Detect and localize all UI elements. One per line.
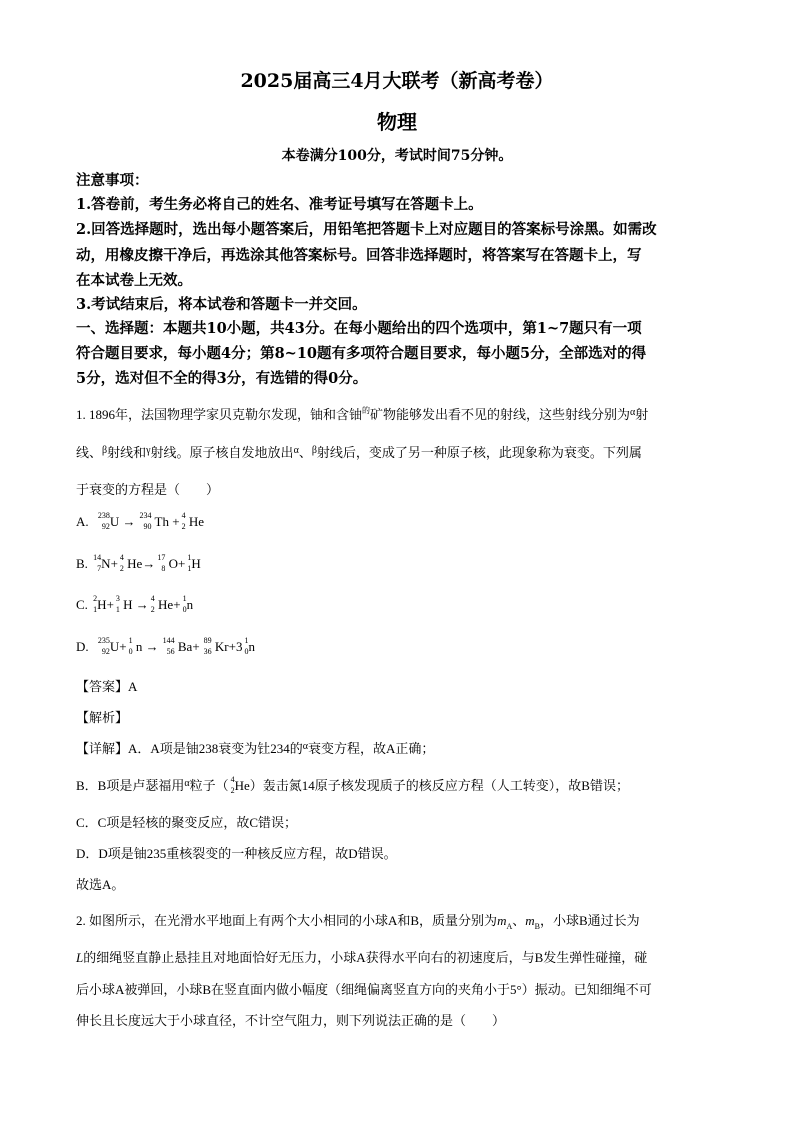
nuclide	[114, 594, 120, 615]
q1-conclusion: 故选A。	[76, 877, 125, 892]
nuclide	[242, 636, 249, 657]
exam-info: 本卷满分100分，考试时间75分钟。	[281, 148, 513, 164]
atomic-number: 1	[115, 605, 120, 615]
detail-b-text: B．B项是卢瑟福用	[76, 778, 185, 793]
notes-item-1: 1.答卷前，考生务必将自己的姓名、准考证号填写在答题卡上。	[76, 196, 483, 213]
alpha-symbol-2: α	[293, 445, 299, 456]
gamma-symbol: γ	[146, 445, 151, 456]
nuclide	[155, 553, 166, 574]
detail-a-text-2: 衰变方程，故A正确；	[308, 741, 435, 756]
mass-number: 4	[119, 553, 124, 563]
nuclide	[185, 553, 192, 574]
plus-sign: +	[110, 556, 118, 571]
q1-answer: 【答案】A	[76, 679, 138, 694]
subject-title: 物理	[377, 110, 417, 134]
nuclide	[149, 594, 155, 615]
option-b	[76, 553, 201, 574]
plus-sign: +	[106, 597, 114, 612]
mass-number: 4	[230, 775, 235, 785]
q2-line-4: 伸长且长度远大于小球直径，不计空气阻力，则下列说法正确的是（ ）	[76, 1013, 506, 1028]
mass-number: 3	[115, 594, 120, 604]
nuclide	[92, 511, 110, 532]
q1-text-l2b: 射线和	[107, 445, 147, 460]
notes-item-2-line-2: 动，用橡皮擦干净后，再选涂其他答案标号。回答非选择题时，将答案写在答题卡上，写	[76, 247, 642, 264]
nuclide	[118, 553, 124, 574]
nuclide	[136, 511, 152, 532]
plus-sign: +	[192, 639, 200, 654]
q2-text-b: ，小球B通过长为	[539, 913, 640, 928]
q1-text-b: 矿物能够发出看不见的射线，这些射线分别为	[370, 407, 631, 422]
atomic-number: 2	[181, 522, 186, 532]
notes-item-2-line-3: 在本试卷上无效。	[76, 272, 192, 289]
element-symbol: He	[158, 597, 174, 612]
atomic-number: 92	[101, 522, 110, 532]
q1-detail-b	[76, 775, 629, 794]
nuclide	[91, 553, 102, 574]
option-d-label: D.	[76, 639, 89, 654]
q1-line-2	[76, 442, 642, 461]
reaction-arrow: →	[145, 639, 159, 654]
mass-number: 1	[187, 553, 192, 563]
q1-line-1	[76, 404, 648, 423]
atomic-number: 1	[187, 564, 192, 574]
q1-line-3: 于衰变的方程是（ ）	[76, 482, 220, 497]
atomic-number: 0	[244, 647, 249, 657]
element-symbol: O	[168, 556, 178, 571]
mass-number: 2	[93, 594, 98, 604]
alpha-symbol-4: α	[184, 778, 190, 789]
q1-text-a: 1. 1896年，法国物理学家贝克勒尔发现，铀和含铀	[76, 407, 363, 422]
element-symbol: H	[97, 597, 107, 612]
mass-b-subscript: B	[534, 922, 540, 931]
atomic-number: 92	[101, 647, 110, 657]
separator: 、	[512, 913, 526, 928]
mass-number: 1	[128, 636, 133, 646]
element-symbol: n	[248, 639, 255, 654]
nuclide	[180, 511, 186, 532]
mass-number: 144	[162, 636, 175, 646]
element-symbol: He	[127, 556, 143, 571]
notes-heading: 注意事项：	[76, 172, 149, 189]
notes-item-3: 3.考试结束后，将本试卷和答题卡一并交回。	[76, 296, 367, 313]
plus-sign: +	[119, 639, 127, 654]
alpha-symbol-3: α	[302, 741, 309, 752]
alpha-symbol: α	[630, 407, 636, 418]
atomic-number: 36	[203, 647, 212, 657]
nuclide	[159, 636, 175, 657]
section-1-line-2: 符合题目要求，每小题4分；第8~10题有多项符合题目要求，每小题5分，全部选对的得	[76, 345, 647, 362]
reaction-arrow: →	[135, 597, 149, 612]
section-1-line-3: 5分，选对但不全的得3分，有选错的得0分。	[76, 370, 368, 387]
beta-symbol-2: β	[311, 445, 317, 456]
detail-b-text-3: ）轰击氮14原子核发现质子的核反应方程（人工转变），故B错误；	[249, 778, 629, 793]
nuclide	[229, 775, 235, 796]
plus-sign: +	[172, 514, 180, 529]
element-symbol: n	[135, 639, 143, 654]
nuclide	[91, 594, 98, 615]
mass-number: 89	[203, 636, 212, 646]
q2-line-3: 后小球A被弹回，小球B在竖直面内做小幅度（细绳偏离竖直方向的夹角小于5°）振动。已知细绳不可	[76, 982, 652, 997]
plus-sign: +	[173, 597, 181, 612]
mass-number: 238	[97, 511, 110, 521]
mass-a-symbol: m	[497, 913, 507, 928]
element-symbol: U	[109, 639, 120, 654]
element-symbol: N	[101, 556, 111, 571]
option-a-label: A.	[76, 514, 89, 529]
mass-number: 14	[93, 553, 102, 563]
q1-text-l2c: 射线。原子核自发地放出	[150, 445, 294, 460]
q2-text-a: 2. 如图所示，在光滑水平地面上有两个大小相同的小球A和B，质量分别为	[76, 913, 498, 928]
mass-number: 235	[97, 636, 110, 646]
element-symbol: n	[186, 597, 194, 612]
mass-number: 234	[139, 511, 152, 521]
atomic-number: 56	[166, 647, 175, 657]
mass-number: 4	[181, 511, 186, 521]
q1-detail-a	[76, 738, 434, 757]
q1-text-c: 射	[635, 407, 649, 422]
plus-sign: +3	[228, 639, 243, 654]
nuclide	[181, 594, 187, 615]
option-d	[76, 636, 255, 657]
element-symbol: Ba	[177, 639, 193, 654]
detail-b-text-2: 粒子（	[189, 778, 229, 793]
atomic-number: 90	[143, 522, 152, 532]
mass-b-symbol: m	[525, 913, 535, 928]
mass-number: 1	[244, 636, 249, 646]
exam-title: 2025届高三4月大联考（新高考卷）	[240, 70, 554, 92]
q1-detail-d: D．D项是铀235重核裂变的一种核反应方程，故D错误。	[76, 846, 397, 861]
atomic-number: 2	[150, 605, 155, 615]
q2-line-2	[76, 947, 647, 966]
notes-item-2-line-1: 2.回答选择题时，选出每小题答案后，用铅笔把答题卡上对应题目的答案标号涂黑。如需改	[76, 221, 657, 238]
section-1-line-1: 一、选择题：本题共10小题，共43分。在每小题给出的四个选项中，第1~7题只有一项	[76, 320, 642, 337]
nuclide	[127, 636, 133, 657]
q2-text-l2: 的细绳竖直静止悬挂且对地面恰好无压力，小球A获得水平向右的初速度后，与B发生弹性碰撞，碰	[83, 950, 648, 965]
atomic-number: 0	[182, 605, 187, 615]
atomic-number: 7	[97, 564, 102, 574]
q1-text-l2d: 、	[298, 445, 312, 460]
nuclide	[92, 636, 110, 657]
nuclide	[200, 636, 212, 657]
element-symbol: U	[109, 514, 120, 529]
mass-a-subscript: A	[506, 922, 513, 931]
element-symbol: H	[123, 597, 133, 612]
mass-number: 17	[157, 553, 166, 563]
element-symbol: Th	[154, 514, 169, 529]
reaction-arrow: →	[122, 514, 136, 529]
q1-text-l2a: 线、	[76, 445, 103, 460]
q1-text-l2e: 射线后，变成了另一种原子核，此现象称为衰变。下列属	[316, 445, 642, 460]
element-symbol: He	[234, 778, 250, 793]
atomic-number: 8	[161, 564, 166, 574]
q1-analysis-heading: 【解析】	[76, 710, 129, 725]
q1-detail-c: C．C项是轻核的聚变反应，故C错误；	[76, 815, 298, 830]
beta-symbol: β	[102, 445, 108, 456]
option-b-label: B.	[76, 556, 88, 571]
option-a	[76, 511, 205, 532]
plus-sign: +	[177, 556, 186, 571]
element-symbol: H	[191, 556, 201, 571]
atomic-number: 2	[230, 786, 235, 796]
element-symbol: Kr	[214, 639, 229, 654]
q1-text-sup: 的	[362, 406, 371, 415]
atomic-number: 1	[93, 605, 98, 615]
mass-number: 4	[150, 594, 155, 604]
q2-line-1	[76, 910, 640, 929]
option-c	[76, 594, 194, 615]
element-symbol: He	[188, 514, 205, 529]
detail-a-text: 【详解】A．A项是铀238衰变为钍234的	[76, 741, 303, 756]
atomic-number: 0	[128, 647, 133, 657]
mass-number: 1	[182, 594, 187, 604]
option-c-label: C.	[76, 597, 88, 612]
atomic-number: 2	[119, 564, 124, 574]
length-symbol: L	[76, 950, 84, 965]
reaction-arrow: →	[142, 556, 156, 571]
